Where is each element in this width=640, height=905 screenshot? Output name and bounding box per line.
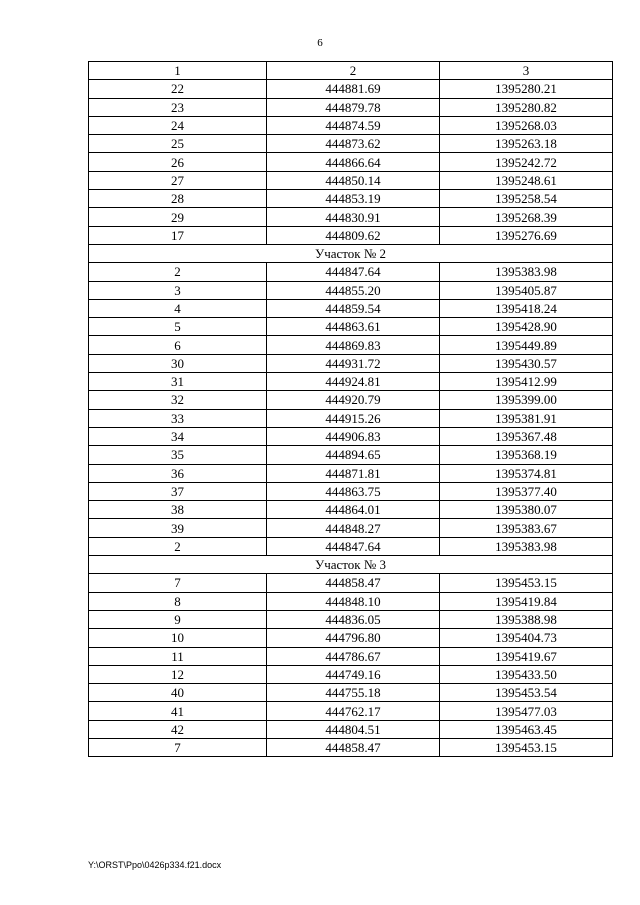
x-coordinate-cell: 444809.62 [267, 226, 440, 244]
table-row [89, 98, 613, 116]
file-path-footer: Y:\ORST\Ppo\0426p334.f21.docx [88, 860, 222, 870]
point-number-cell: 39 [89, 519, 267, 537]
x-coordinate-cell: 444796.80 [267, 629, 440, 647]
point-number-cell: 2 [89, 537, 267, 555]
point-number-cell: 8 [89, 592, 267, 610]
x-coordinate-cell: 444836.05 [267, 610, 440, 628]
table-row [89, 647, 613, 665]
table-row [89, 720, 613, 738]
y-coordinate-cell: 1395276.69 [440, 226, 613, 244]
y-coordinate-cell: 1395383.98 [440, 263, 613, 281]
x-coordinate-cell: 444906.83 [267, 427, 440, 445]
section-label: Участок № 3 [89, 556, 613, 574]
point-number-cell: 3 [89, 281, 267, 299]
point-number-cell: 5 [89, 318, 267, 336]
table-row [89, 336, 613, 354]
table-row [89, 190, 613, 208]
y-coordinate-cell: 1395388.98 [440, 610, 613, 628]
table-row [89, 116, 613, 134]
point-number-cell: 29 [89, 208, 267, 226]
x-coordinate-cell: 444863.75 [267, 482, 440, 500]
table-row [89, 610, 613, 628]
point-number-cell: 25 [89, 135, 267, 153]
point-number-cell: 37 [89, 482, 267, 500]
point-number-cell: 32 [89, 391, 267, 409]
header-cell-x: 2 [267, 62, 440, 80]
y-coordinate-cell: 1395399.00 [440, 391, 613, 409]
table-row [89, 427, 613, 445]
point-number-cell: 27 [89, 171, 267, 189]
table-row [89, 391, 613, 409]
x-coordinate-cell: 444859.54 [267, 299, 440, 317]
table-row [89, 684, 613, 702]
point-number-cell: 42 [89, 720, 267, 738]
x-coordinate-cell: 444847.64 [267, 263, 440, 281]
x-coordinate-cell: 444848.27 [267, 519, 440, 537]
y-coordinate-cell: 1395367.48 [440, 427, 613, 445]
point-number-cell: 7 [89, 574, 267, 592]
table-row [89, 482, 613, 500]
y-coordinate-cell: 1395380.07 [440, 501, 613, 519]
table-row [89, 135, 613, 153]
y-coordinate-cell: 1395463.45 [440, 720, 613, 738]
y-coordinate-cell: 1395383.67 [440, 519, 613, 537]
x-coordinate-cell: 444874.59 [267, 116, 440, 134]
y-coordinate-cell: 1395453.15 [440, 738, 613, 756]
y-coordinate-cell: 1395268.39 [440, 208, 613, 226]
point-number-cell: 38 [89, 501, 267, 519]
x-coordinate-cell: 444762.17 [267, 702, 440, 720]
table-row [89, 537, 613, 555]
table-row [89, 299, 613, 317]
y-coordinate-cell: 1395280.82 [440, 98, 613, 116]
y-coordinate-cell: 1395453.54 [440, 684, 613, 702]
table-row [89, 409, 613, 427]
table-row [89, 629, 613, 647]
x-coordinate-cell: 444786.67 [267, 647, 440, 665]
x-coordinate-cell: 444850.14 [267, 171, 440, 189]
table-row [89, 208, 613, 226]
x-coordinate-cell: 444894.65 [267, 446, 440, 464]
table-row [89, 702, 613, 720]
y-coordinate-cell: 1395242.72 [440, 153, 613, 171]
point-number-cell: 41 [89, 702, 267, 720]
table-row [89, 519, 613, 537]
x-coordinate-cell: 444847.64 [267, 537, 440, 555]
x-coordinate-cell: 444879.78 [267, 98, 440, 116]
table-row [89, 281, 613, 299]
table-header-row [89, 62, 613, 80]
point-number-cell: 36 [89, 464, 267, 482]
table-row [89, 446, 613, 464]
point-number-cell: 33 [89, 409, 267, 427]
point-number-cell: 26 [89, 153, 267, 171]
y-coordinate-cell: 1395453.15 [440, 574, 613, 592]
point-number-cell: 24 [89, 116, 267, 134]
point-number-cell: 12 [89, 665, 267, 683]
point-number-cell: 4 [89, 299, 267, 317]
y-coordinate-cell: 1395430.57 [440, 354, 613, 372]
table-row [89, 373, 613, 391]
y-coordinate-cell: 1395268.03 [440, 116, 613, 134]
x-coordinate-cell: 444858.47 [267, 738, 440, 756]
table-row [89, 738, 613, 756]
x-coordinate-cell: 444924.81 [267, 373, 440, 391]
table-row [89, 318, 613, 336]
y-coordinate-cell: 1395381.91 [440, 409, 613, 427]
x-coordinate-cell: 444804.51 [267, 720, 440, 738]
x-coordinate-cell: 444830.91 [267, 208, 440, 226]
y-coordinate-cell: 1395412.99 [440, 373, 613, 391]
y-coordinate-cell: 1395383.98 [440, 537, 613, 555]
x-coordinate-cell: 444863.61 [267, 318, 440, 336]
point-number-cell: 2 [89, 263, 267, 281]
point-number-cell: 35 [89, 446, 267, 464]
point-number-cell: 11 [89, 647, 267, 665]
table-row [89, 226, 613, 244]
point-number-cell: 22 [89, 80, 267, 98]
section-label: Участок № 2 [89, 244, 613, 262]
table-row [89, 153, 613, 171]
x-coordinate-cell: 444855.20 [267, 281, 440, 299]
header-cell-y: 3 [440, 62, 613, 80]
table-row [89, 354, 613, 372]
x-coordinate-cell: 444749.16 [267, 665, 440, 683]
x-coordinate-cell: 444931.72 [267, 354, 440, 372]
x-coordinate-cell: 444869.83 [267, 336, 440, 354]
x-coordinate-cell: 444858.47 [267, 574, 440, 592]
y-coordinate-cell: 1395374.81 [440, 464, 613, 482]
y-coordinate-cell: 1395428.90 [440, 318, 613, 336]
x-coordinate-cell: 444864.01 [267, 501, 440, 519]
point-number-cell: 10 [89, 629, 267, 647]
table-row [89, 80, 613, 98]
point-number-cell: 34 [89, 427, 267, 445]
y-coordinate-cell: 1395418.24 [440, 299, 613, 317]
table-row [89, 263, 613, 281]
y-coordinate-cell: 1395263.18 [440, 135, 613, 153]
x-coordinate-cell: 444853.19 [267, 190, 440, 208]
table-row [89, 171, 613, 189]
point-number-cell: 28 [89, 190, 267, 208]
point-number-cell: 23 [89, 98, 267, 116]
point-number-cell: 9 [89, 610, 267, 628]
table-body [89, 80, 613, 757]
point-number-cell: 7 [89, 738, 267, 756]
y-coordinate-cell: 1395449.89 [440, 336, 613, 354]
y-coordinate-cell: 1395477.03 [440, 702, 613, 720]
y-coordinate-cell: 1395433.50 [440, 665, 613, 683]
header-cell-point-number: 1 [89, 62, 267, 80]
table-row [89, 574, 613, 592]
y-coordinate-cell: 1395404.73 [440, 629, 613, 647]
x-coordinate-cell: 444881.69 [267, 80, 440, 98]
point-number-cell: 31 [89, 373, 267, 391]
x-coordinate-cell: 444915.26 [267, 409, 440, 427]
table-row [89, 464, 613, 482]
x-coordinate-cell: 444920.79 [267, 391, 440, 409]
coordinates-table [88, 61, 613, 757]
y-coordinate-cell: 1395368.19 [440, 446, 613, 464]
table-row [89, 501, 613, 519]
x-coordinate-cell: 444871.81 [267, 464, 440, 482]
point-number-cell: 40 [89, 684, 267, 702]
y-coordinate-cell: 1395405.87 [440, 281, 613, 299]
table-row [89, 592, 613, 610]
point-number-cell: 17 [89, 226, 267, 244]
table-row [89, 665, 613, 683]
y-coordinate-cell: 1395377.40 [440, 482, 613, 500]
section-row [89, 556, 613, 574]
y-coordinate-cell: 1395419.67 [440, 647, 613, 665]
y-coordinate-cell: 1395419.84 [440, 592, 613, 610]
x-coordinate-cell: 444755.18 [267, 684, 440, 702]
x-coordinate-cell: 444866.64 [267, 153, 440, 171]
point-number-cell: 6 [89, 336, 267, 354]
y-coordinate-cell: 1395280.21 [440, 80, 613, 98]
x-coordinate-cell: 444848.10 [267, 592, 440, 610]
y-coordinate-cell: 1395258.54 [440, 190, 613, 208]
page-number: 6 [317, 37, 323, 49]
section-row [89, 244, 613, 262]
x-coordinate-cell: 444873.62 [267, 135, 440, 153]
point-number-cell: 30 [89, 354, 267, 372]
y-coordinate-cell: 1395248.61 [440, 171, 613, 189]
